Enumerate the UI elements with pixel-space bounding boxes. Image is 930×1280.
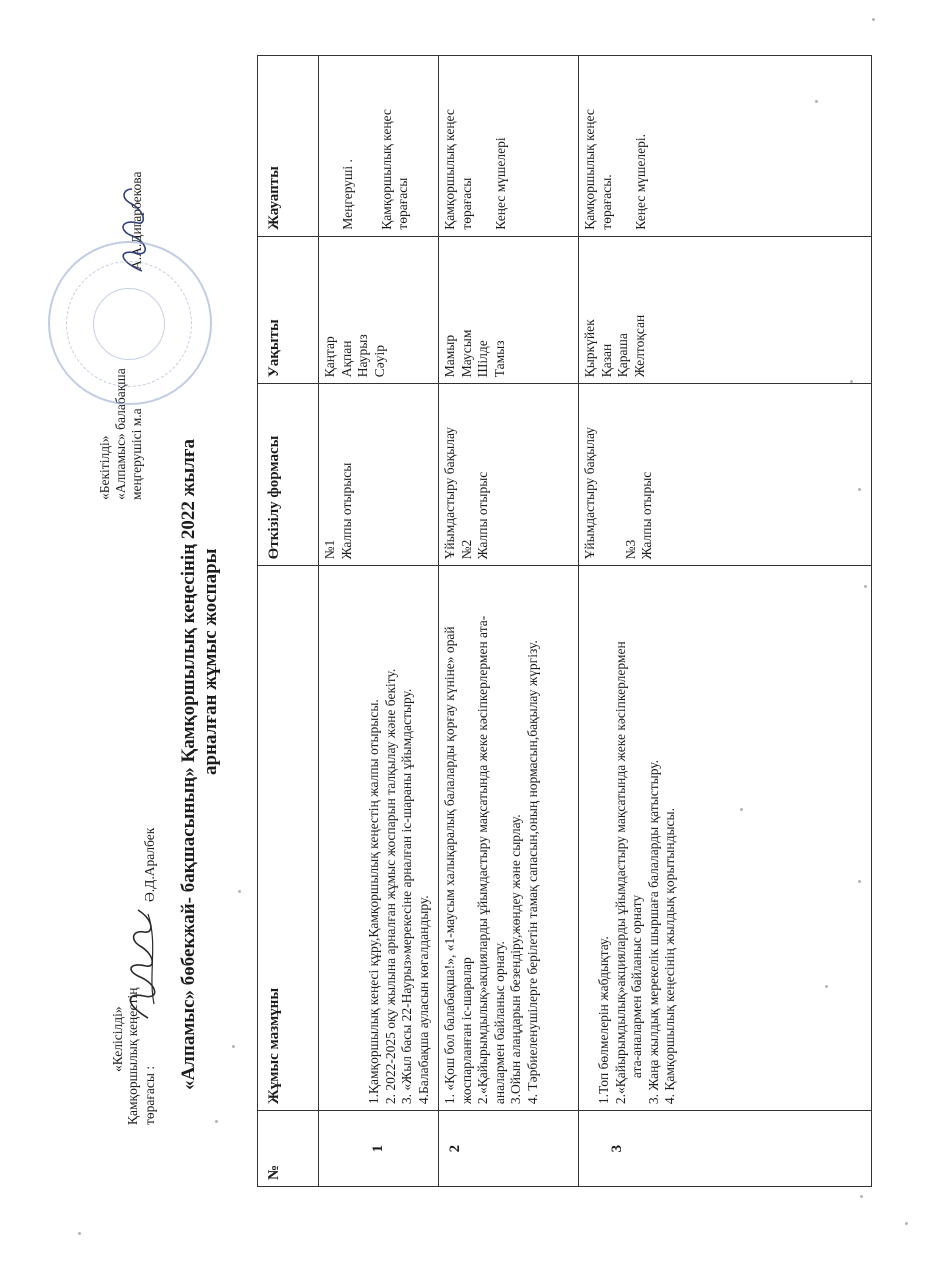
chair-label: төрағасы : (142, 1065, 157, 1125)
row-responsible (579, 56, 872, 237)
row-time (579, 236, 872, 384)
content-line: 2. 2022-2025 оқу жылына арналған жұмыс жоспарын талқылау және бекіту. (382, 668, 398, 1105)
responsible-line: Қамқоршылық кеңес төрағасы. (582, 109, 614, 230)
table-row (579, 56, 872, 1187)
form-line: Жалпы отырыс (639, 471, 654, 560)
content-line: 3. «Жыл басы 22-Наурыз»мерекесіне арналған іс-шараны ұйымдастыру. (399, 688, 414, 1105)
content-line: ата-аналармен байланыс орнату (629, 894, 644, 1079)
responsible-line: Меңгеруші . (340, 159, 355, 230)
form-line: Ұйымдастыру бақылау (442, 426, 457, 560)
row-time (439, 236, 579, 384)
header-time: Уақыты (258, 236, 319, 384)
row-responsible (319, 56, 439, 237)
row-form (579, 384, 872, 566)
month: Қараша (615, 333, 630, 378)
row-content (579, 566, 872, 1111)
content-line: 2.«Қайырымдылық»акцияларды ұйымдастыру мақсатында жеке кәсіпкерлермен (612, 641, 628, 1105)
month: Маусым (458, 329, 474, 378)
form-line: Жалпы отырысы (338, 462, 354, 560)
director-label: меңгерушісі м.а (129, 408, 144, 500)
responsible-line: Қамқоршылық кеңес төрағасы (378, 109, 410, 230)
content-line: 1. «Қош бол балабақша!», «1-маусым халықаралық балаларды қорғау күніне» орай жоспарланған іс-шаралар (442, 626, 474, 1105)
row-spacer (582, 572, 596, 1104)
content-line: 3. Жаңа жылдық мерекелік шыршаға балаларды қатыстыру. (645, 759, 661, 1105)
row-form (319, 384, 439, 566)
row-number: 3 (579, 1111, 872, 1187)
kindergarten-label: «Алпамыс» балабақша (113, 368, 128, 500)
row-form (439, 384, 579, 566)
row-responsible (439, 56, 579, 237)
header-num: № (258, 1111, 319, 1187)
content-line: 1.Қамқоршылық кеңесі құру,Қамқоршылық кеңестің жалпы отырысы. (366, 699, 381, 1105)
form-line: №2 (458, 539, 474, 560)
left-signer-name: Ә.Д.Аралбек (142, 827, 157, 902)
month: Тамыз (491, 340, 507, 378)
month: Қазан (598, 343, 614, 378)
form-line: Жалпы отырыс (475, 471, 490, 560)
header-form: Өткізілу формасы (258, 384, 319, 566)
content-line: 4. Тәрбиеленушілерге берілетін тамақ сапасын,оның нормасын,бақылау жүргізу. (524, 640, 540, 1105)
content-line: 2.«Қайырымдылық»акцияларды ұйымдастыру мақсатында жеке кәсіпкерлермен ата-аналармен байланыс орнату. (475, 615, 507, 1105)
month: Қаңтар (322, 336, 337, 378)
month: Ақпан (338, 340, 354, 378)
form-line: №3 (622, 539, 638, 560)
row-content (439, 566, 579, 1111)
month: Сәуір (371, 345, 387, 378)
row-spacer (599, 390, 623, 559)
content-line: 4. Қамқоршылық кеңесінің жылдық қорытындысы. (662, 808, 677, 1105)
responsible-line: Кеңес мүшелері. (633, 134, 648, 230)
council-label: Қамқоршылық кеңестің (125, 987, 140, 1125)
page-title-line1: «Алпамыс» бөбекжай- бақшасының» Қамқоршылық кеңесінің 2022 жылға (178, 438, 199, 1090)
content-line: 3.Ойын алаңдарын безендіру,жөндеу және сырлау. (508, 814, 523, 1105)
official-stamp-core (93, 288, 165, 360)
header-responsible: Жауапты (258, 56, 319, 237)
page-title-line2: арналған жұмыс жоспары (200, 548, 221, 775)
form-line: Ұйымдастыру бақылау (582, 426, 597, 560)
approved-label: «Бекітілді» (97, 435, 112, 500)
row-time (319, 236, 439, 384)
table-header-row (258, 56, 319, 1187)
content-line: 1.Топ бөлмелерін жабдықтау. (596, 936, 611, 1105)
form-line: №1 (322, 539, 337, 560)
row-number: 1 (319, 1111, 439, 1187)
right-signer-name: А.А.Дигарбекова (129, 171, 144, 270)
content-line: 4.Балабақша ауласын көгалдандыру. (415, 895, 431, 1105)
left-signature (118, 906, 166, 1024)
row-content (319, 566, 439, 1111)
header-content: Жұмыс мазмұны (258, 566, 319, 1111)
table-row (439, 56, 579, 1187)
month: Наурыз (355, 334, 370, 378)
month: Мамыр (442, 334, 457, 378)
row-number: 2 (439, 1111, 579, 1187)
month: Қыркүйек (582, 319, 597, 378)
month: Шілде (475, 340, 490, 378)
responsible-line: Кеңес мүшелері (493, 137, 508, 230)
month: Желтоқсан (631, 314, 647, 378)
work-plan-table (257, 55, 872, 1187)
agreed-label: «Келісілді» (110, 1006, 125, 1072)
responsible-line: Қамқоршылық кеңес төрағасы (442, 109, 474, 230)
table-row (319, 56, 439, 1187)
